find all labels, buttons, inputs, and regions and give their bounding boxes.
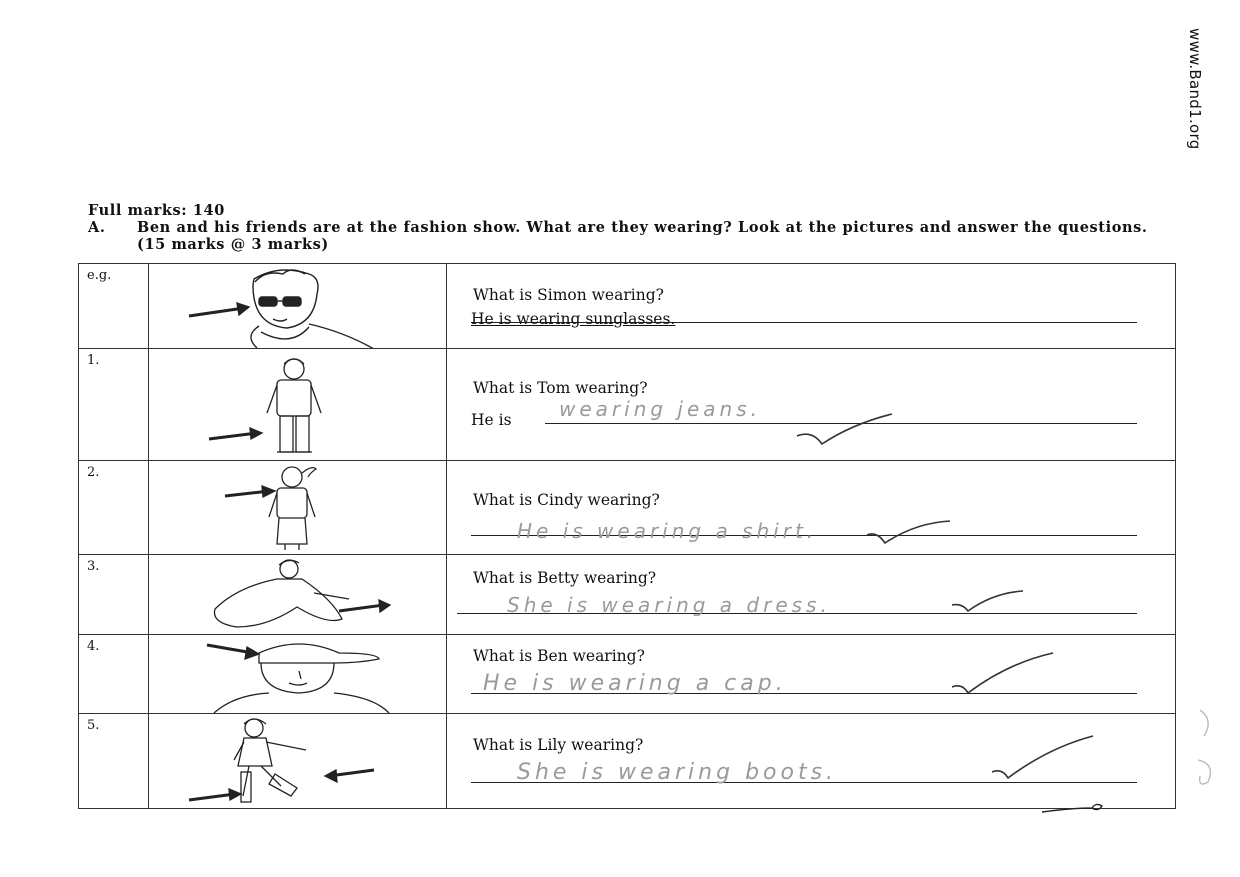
row-number: 4. bbox=[79, 635, 149, 714]
row-number: 3. bbox=[79, 555, 149, 635]
row-number: 1. bbox=[79, 349, 149, 461]
table-row bbox=[79, 461, 1176, 555]
picture-cell bbox=[149, 555, 447, 635]
question-cell bbox=[447, 349, 1176, 461]
marks-note: (15 marks @ 3 marks) bbox=[137, 236, 329, 253]
handwritten-answer: wearing jeans. bbox=[559, 397, 761, 421]
question-text: What is Betty wearing? bbox=[473, 569, 657, 587]
row-number: 5. bbox=[79, 714, 149, 809]
tick-mark-icon bbox=[947, 585, 1037, 619]
row-number: 2. bbox=[79, 461, 149, 555]
tick-mark-icon bbox=[792, 411, 902, 451]
picture-cell bbox=[149, 461, 447, 555]
lily-boots-illustration bbox=[149, 714, 446, 808]
row-number: e.g. bbox=[79, 264, 149, 349]
table-row bbox=[79, 635, 1176, 714]
betty-dress-illustration bbox=[149, 555, 446, 634]
section-letter: A. bbox=[88, 219, 106, 236]
simon-sunglasses-illustration bbox=[149, 264, 446, 348]
question-text: What is Cindy wearing? bbox=[473, 491, 660, 509]
picture-cell bbox=[149, 714, 447, 809]
question-text: What is Lily wearing? bbox=[473, 736, 644, 754]
answer-prefix: He is bbox=[471, 411, 512, 429]
table-row bbox=[79, 264, 1176, 349]
tom-jeans-illustration bbox=[149, 349, 446, 460]
cindy-shirt-illustration bbox=[149, 461, 446, 554]
picture-cell bbox=[149, 264, 447, 349]
question-cell bbox=[447, 264, 1176, 349]
handwritten-answer: He is wearing a cap. bbox=[483, 671, 787, 696]
watermark: www.Band1.org bbox=[1186, 28, 1204, 150]
tick-mark-icon bbox=[862, 513, 962, 553]
ben-cap-illustration bbox=[149, 635, 446, 713]
table-row bbox=[79, 349, 1176, 461]
margin-scribble-icon bbox=[1192, 700, 1232, 800]
question-text: What is Ben wearing? bbox=[473, 647, 645, 665]
handwritten-answer: He is wearing a shirt. bbox=[517, 519, 818, 543]
question-cell bbox=[447, 555, 1176, 635]
question-cell bbox=[447, 714, 1176, 809]
question-table bbox=[78, 263, 1176, 809]
tick-mark-icon bbox=[987, 730, 1097, 786]
picture-cell bbox=[149, 635, 447, 714]
answer-text: He is wearing sunglasses. bbox=[471, 310, 676, 328]
tick-mark-icon bbox=[947, 649, 1057, 699]
table-row bbox=[79, 555, 1176, 635]
question-cell bbox=[447, 461, 1176, 555]
full-marks: Full marks: 140 bbox=[88, 202, 225, 219]
picture-cell bbox=[149, 349, 447, 461]
question-cell bbox=[447, 635, 1176, 714]
worksheet-header bbox=[88, 202, 1168, 253]
question-text: What is Simon wearing? bbox=[473, 286, 664, 304]
table-row bbox=[79, 714, 1176, 809]
score-scribble-icon bbox=[1040, 800, 1110, 820]
handwritten-answer: She is wearing boots. bbox=[517, 760, 838, 785]
question-text: What is Tom wearing? bbox=[473, 379, 648, 397]
instruction: Ben and his friends are at the fashion show. What are they wearing? Look at the pictures and answer the questions. bbox=[137, 219, 1148, 236]
handwritten-answer: She is wearing a dress. bbox=[507, 593, 831, 617]
